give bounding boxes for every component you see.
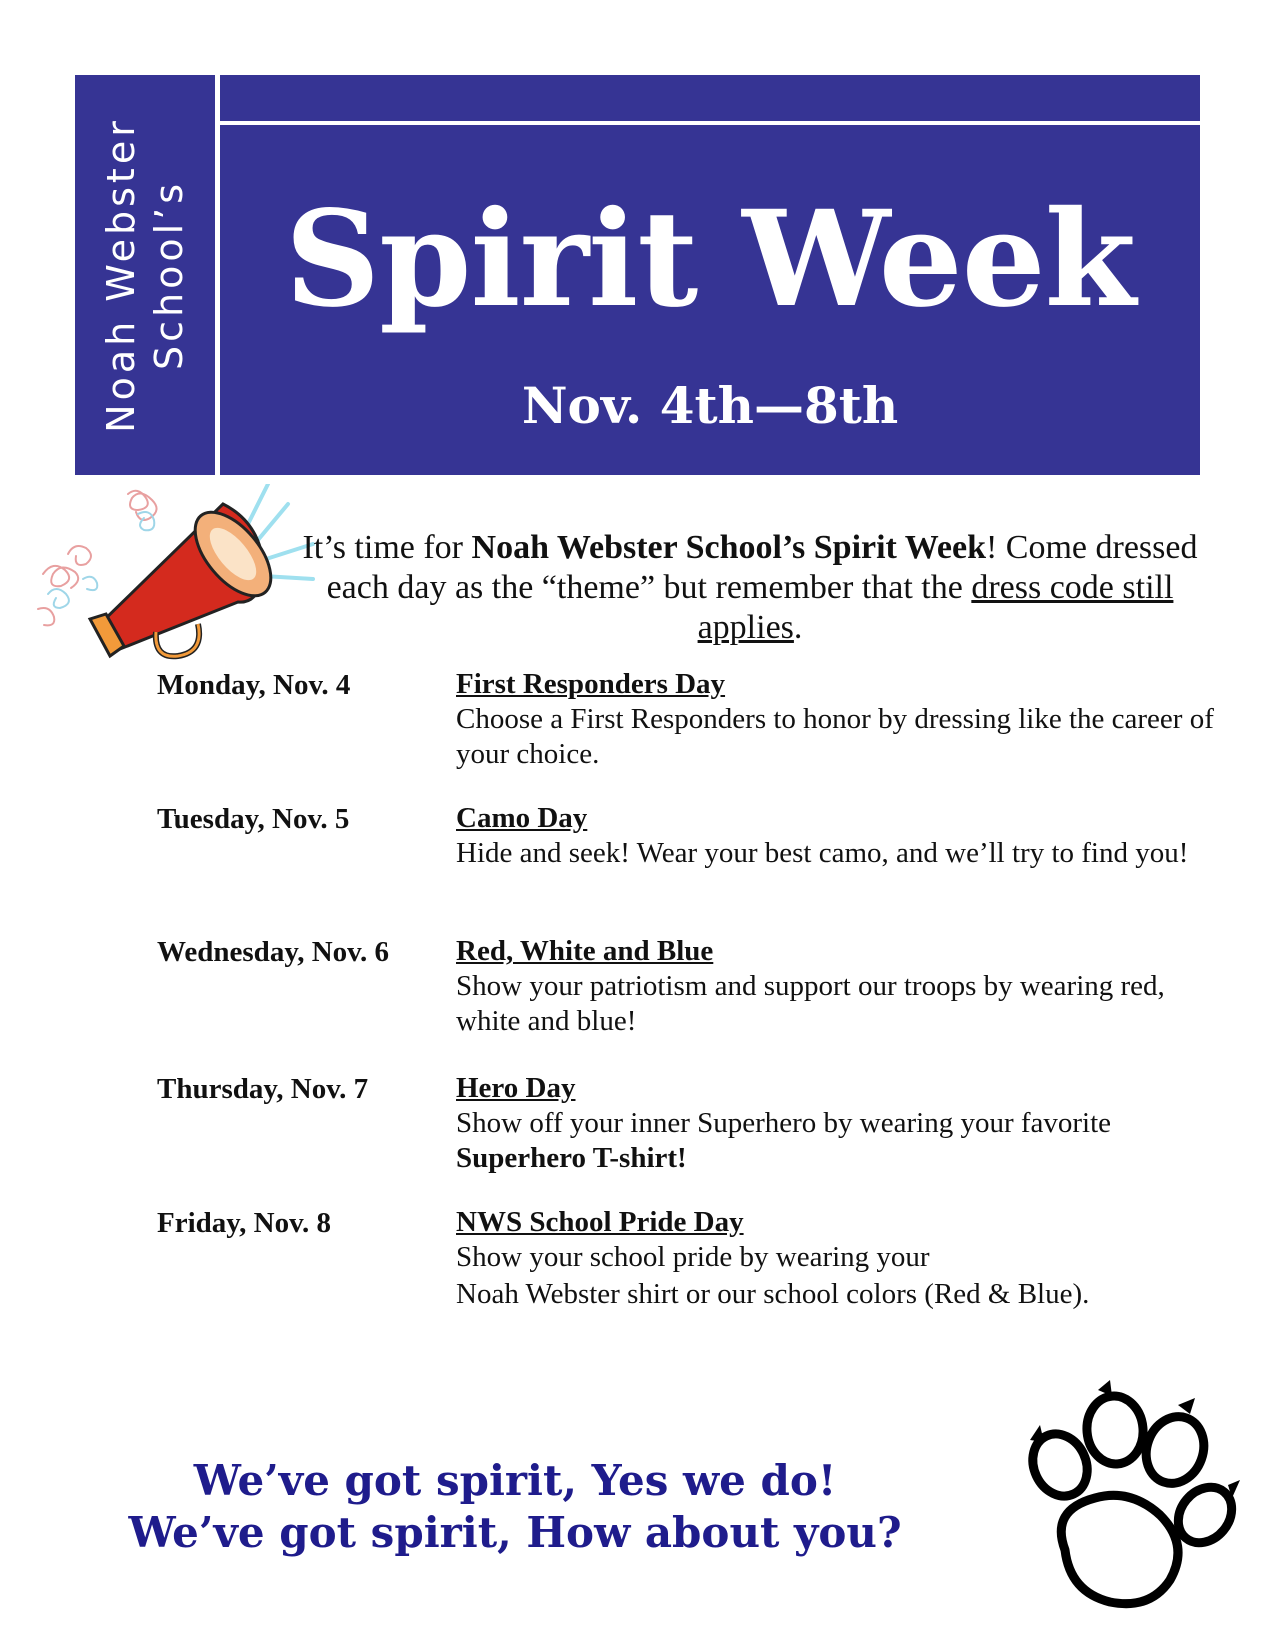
schedule-theme-tuesday	[456, 801, 1216, 871]
theme-description-line1: Show your school pride by wearing your	[456, 1241, 930, 1273]
theme-description-text: Show off your inner Superhero by wearing your favorite	[456, 1107, 1112, 1139]
schedule-theme-monday	[456, 667, 1216, 772]
theme-title: NWS School Pride Day	[456, 1206, 744, 1238]
schedule-day-wednesday: Wednesday, Nov. 6	[157, 936, 390, 968]
schedule-theme-friday	[456, 1205, 1216, 1312]
intro-underlined: dress code still applies	[697, 569, 1174, 646]
theme-description-line2: Noah Webster shirt or our school colors (Red & Blue).	[456, 1278, 1090, 1310]
theme-title: Red, White and Blue	[456, 935, 714, 967]
theme-title: First Responders Day	[456, 668, 726, 700]
megaphone-icon	[28, 484, 318, 684]
schedule-day-thursday: Thursday, Nov. 7	[157, 1073, 369, 1105]
chant-line2: We’ve got spirit, How about you?	[128, 1508, 902, 1557]
theme-title: Camo Day	[456, 802, 588, 834]
theme-description	[456, 1106, 1216, 1176]
intro-text-2: ! Come dressed each day as the “theme” but remember that the	[326, 529, 1198, 606]
spirit-chant	[100, 1455, 930, 1559]
intro-bold: Noah Webster School’s Spirit Week	[471, 529, 986, 566]
schedule-day-friday: Friday, Nov. 8	[157, 1207, 332, 1239]
schedule-theme-thursday	[456, 1071, 1216, 1176]
banner-divider	[220, 121, 1200, 125]
theme-description: Choose a First Responders to honor by dressing like the career of your choice.	[456, 703, 1214, 770]
page-title: Spirit Week	[284, 182, 1136, 337]
theme-description-bold: Superhero T-shirt!	[456, 1142, 687, 1174]
theme-description: Hide and seek! Wear your best camo, and we’ll try to find you!	[456, 837, 1189, 869]
theme-description: Show your patriotism and support our troops by wearing red, white and blue!	[456, 970, 1165, 1037]
theme-title: Hero Day	[456, 1072, 576, 1104]
intro-text-3: .	[793, 609, 803, 646]
intro-paragraph	[300, 528, 1200, 648]
paw-print-icon	[1010, 1380, 1240, 1620]
banner-side-line2: School’s	[147, 179, 191, 371]
schedule-theme-wednesday	[456, 934, 1216, 1039]
banner-side-line1: Noah Webster	[99, 117, 143, 433]
event-dates: Nov. 4th—8th	[521, 376, 899, 435]
schedule-day-monday: Monday, Nov. 4	[157, 669, 351, 701]
schedule-day-tuesday: Tuesday, Nov. 5	[157, 803, 350, 835]
intro-text-1: It’s time for	[302, 529, 472, 566]
chant-line1: We’ve got spirit, Yes we do!	[193, 1456, 837, 1505]
